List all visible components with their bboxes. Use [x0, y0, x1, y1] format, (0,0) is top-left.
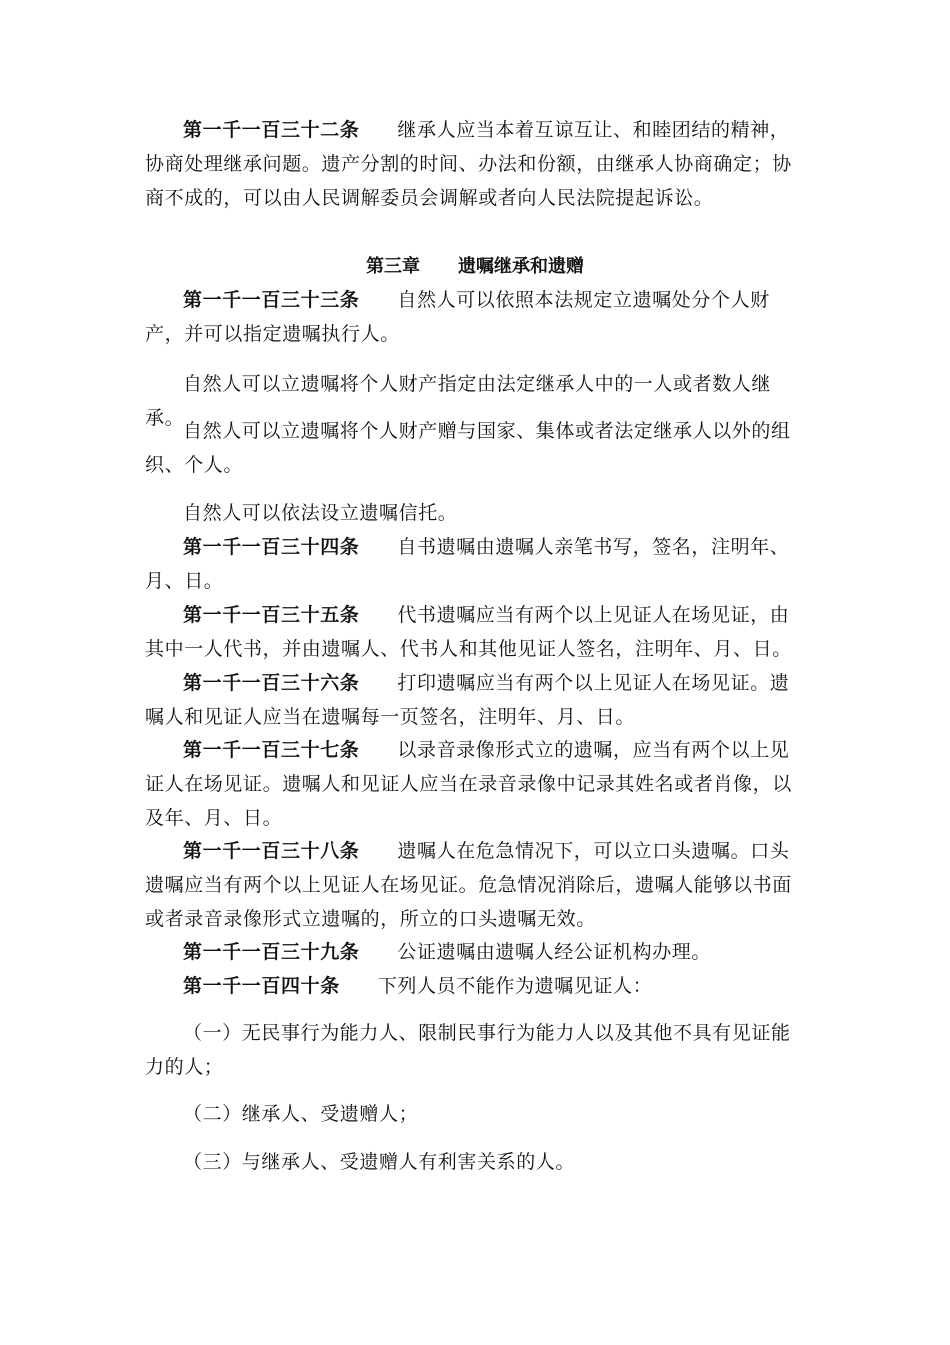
article-text: 下列人员不能作为遗嘱见证人： — [377, 975, 653, 997]
article-1133-paragraph-3: 自然人可以立遗嘱将个人财产赠与国家、集体或者法定继承人以外的组织、个人。 — [145, 420, 791, 476]
article-number: 第一千一百三十九条 — [183, 941, 360, 963]
article-1139 — [145, 935, 805, 969]
article-text: 自然人可以依照本法规定立遗嘱处分个人财产，并可以指定遗嘱执行人。 — [145, 289, 770, 345]
article-text: 遗嘱人在危急情况下，可以立口头遗嘱。口头遗嘱应当有两个以上见证人在场见证。危急情况消除后，遗嘱人能够以书面或者录音录像形式立遗嘱的，所立的口头遗嘱无效。 — [145, 840, 792, 930]
article-number: 第一千一百三十七条 — [183, 739, 360, 761]
article-1133-paragraph-2: 自然人可以立遗嘱将个人财产指定由法定继承人中的一人或者数人继承。 — [145, 373, 772, 429]
chapter-number: 第三章 — [366, 256, 420, 277]
article-text: 继承人应当本着互谅互让、和睦团结的精神，协商处理继承问题。遗产分割的时间、办法和份额，由继承人协商确定；协商不成的，可以由人民调解委员会调解或者向人民法院提起诉讼。 — [145, 119, 792, 209]
article-text: 以录音录像形式立的遗嘱，应当有两个以上见证人在场见证。遗嘱人和见证人应当在录音录像中记录其姓名或者肖像，以及年、月、日。 — [145, 739, 792, 829]
article-number: 第一千一百三十二条 — [183, 119, 360, 141]
list-item: （一）无民事行为能力人、限制民事行为能力人以及其他不具有见证能力的人； — [145, 1022, 791, 1078]
article-1137 — [145, 733, 805, 835]
article-1140 — [145, 969, 805, 1003]
article-number: 第一千一百三十五条 — [183, 604, 360, 626]
list-item: （二）继承人、受遗赠人； — [183, 1103, 419, 1125]
article-text: 代书遗嘱应当有两个以上见证人在场见证，由其中一人代书，并由遗嘱人、代书人和其他见证人签名，注明年、月、日。 — [145, 604, 792, 660]
article-text: 自书遗嘱由遗嘱人亲笔书写，签名，注明年、月、日。 — [145, 536, 790, 592]
article-number: 第一千一百三十八条 — [183, 840, 360, 862]
article-number: 第一千一百三十四条 — [183, 536, 360, 558]
article-number: 第一千一百四十条 — [183, 975, 340, 997]
list-item: （三）与继承人、受遗赠人有利害关系的人。 — [183, 1151, 576, 1173]
article-1138 — [145, 834, 805, 936]
article-1135 — [145, 598, 805, 666]
article-1133-paragraph-4: 自然人可以依法设立遗嘱信托。 — [183, 502, 458, 524]
chapter-title: 遗嘱继承和遗赠 — [458, 256, 584, 277]
article-number: 第一千一百三十六条 — [183, 672, 360, 694]
chapter-heading — [145, 252, 805, 282]
article-1133 — [145, 283, 805, 351]
article-1136 — [145, 666, 805, 734]
article-text: 公证遗嘱由遗嘱人经公证机构办理。 — [397, 941, 712, 963]
article-number: 第一千一百三十三条 — [183, 289, 360, 311]
article-text: 打印遗嘱应当有两个以上见证人在场见证。遗嘱人和见证人应当在遗嘱每一页签名，注明年、月、日。 — [145, 672, 790, 728]
article-1134 — [145, 530, 805, 598]
article-1132 — [145, 113, 805, 215]
